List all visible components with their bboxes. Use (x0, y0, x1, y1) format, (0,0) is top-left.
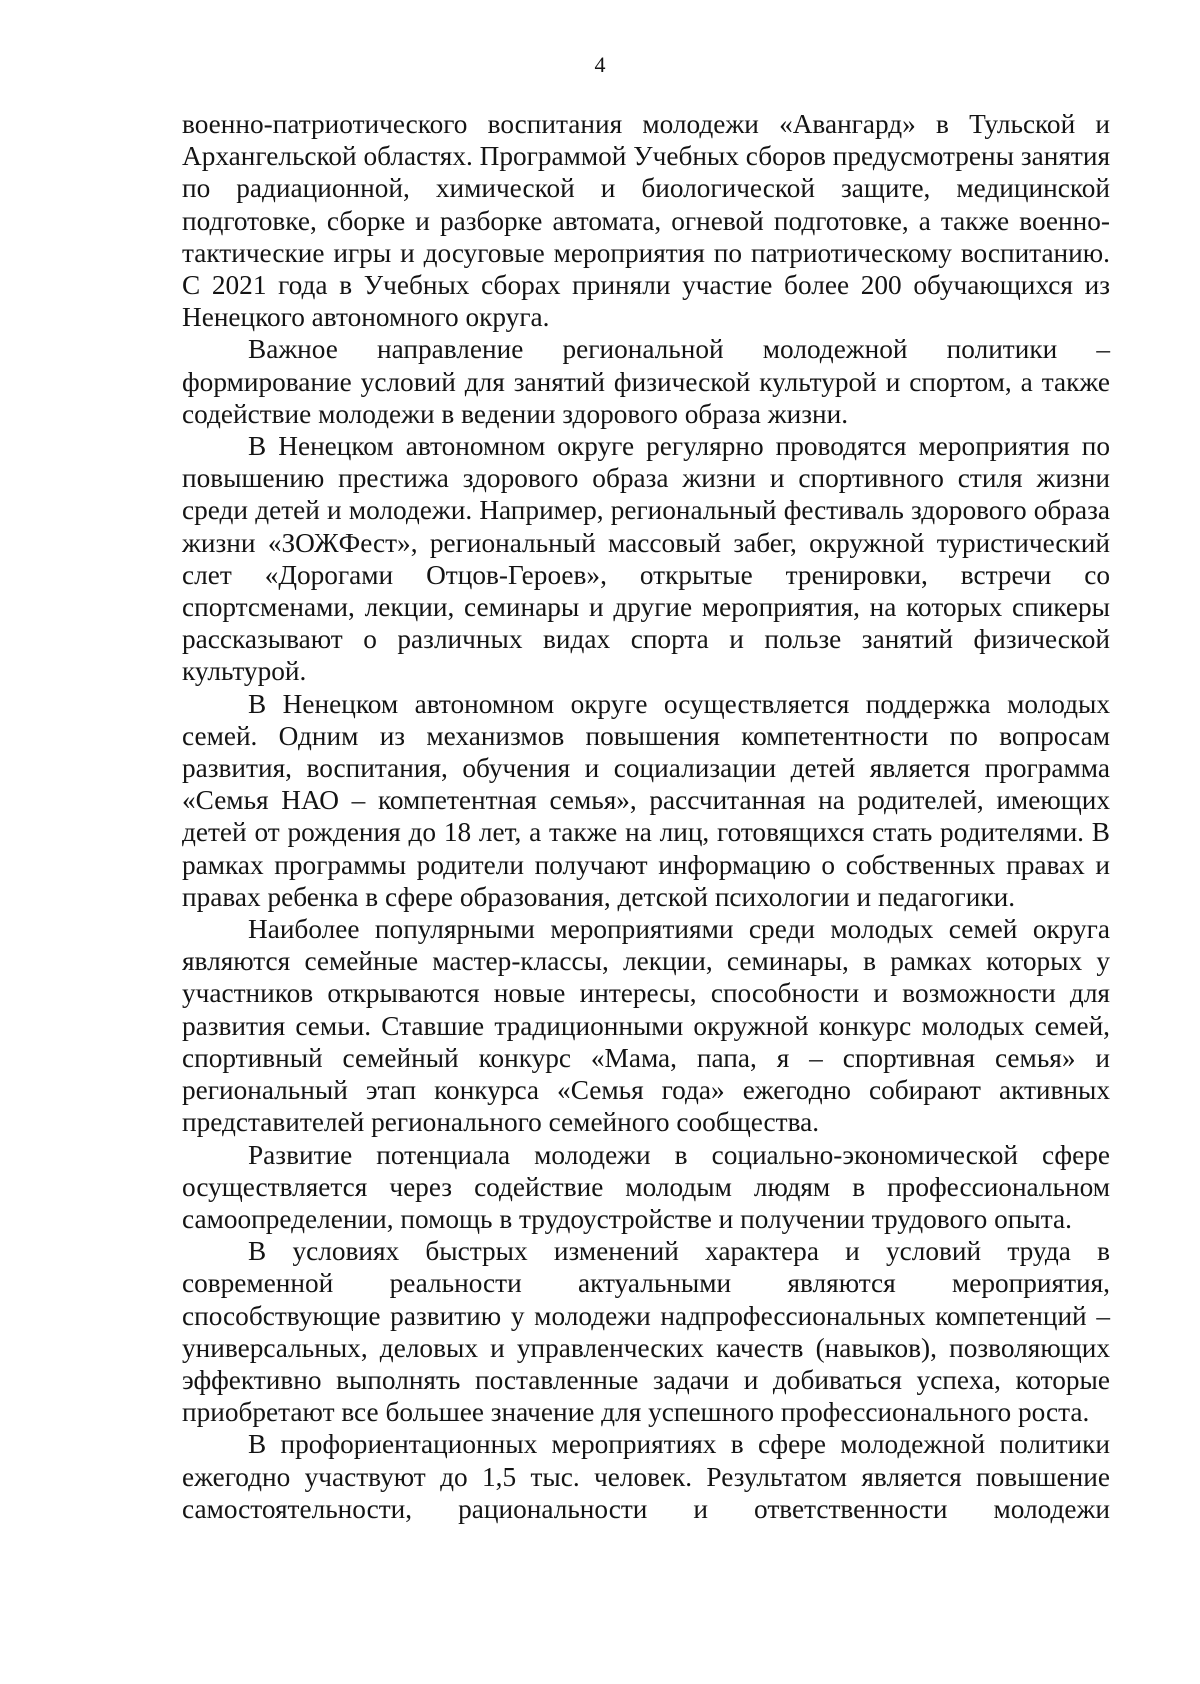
page-number: 4 (594, 52, 606, 77)
paragraph-sport-direction: Важное направление региональной молодежной политики – формирование условий для занятий физической культурой и спортом, а также содействие молодежи в ведении здорового образа жизни. (182, 334, 1110, 429)
paragraph-young-families-support: В Ненецком автономном округе осуществляется поддержка молодых семей. Одним из механизмов повышения компетентности по вопросам развития, воспитания, обучения и социализации детей является программа «Семья НАО – компетентная семья», рассчитанная на родителей, имеющих детей от рождения до 18 лет, а также на лиц, готовящихся стать родителями. В рамках программы родители получают информацию о собственных правах и правах ребенка в сфере образования, детской психологии и педагогики. (182, 688, 1110, 912)
paragraph-socio-economic-potential: Развитие потенциала молодежи в социально-экономической сфере осуществляется через содействие молодым людям в профессиональном самоопределении, помощь в трудоустройстве и получении трудового опыта. (182, 1139, 1110, 1234)
paragraph-continuation: военно-патриотического воспитания молодежи «Авангард» в Тульской и Архангельской областях. Программой Учебных сборов предусмотрены занятия по радиационной, химической и биологической защите, медицинской подготовке, сборке и разборке автомата, огневой подготовке, а также военно-тактические игры и досуговые мероприятия по патриотическому воспитанию. С 2021 года в Учебных сборах приняли участие более 200 обучающихся из Ненецкого автономного округа. (182, 109, 1110, 333)
paragraph-career-guidance: В профориентационных мероприятиях в сфере молодежной политики ежегодно участвуют до 1,5 тыс. человек. Результатом является повышение самостоятельности, рациональности и ответственности молодежи (182, 1429, 1110, 1524)
paragraph-healthy-lifestyle-events: В Ненецком автономном округе регулярно проводятся мероприятия по повышению престижа здорового образа жизни и спортивного стиля жизни среди детей и молодежи. Например, региональный фестиваль здорового образа жизни «ЗОЖФест», региональный массовый забег, окружной туристический слет «Дорогами Отцов-Героев», открытые тренировки, встречи со спортсменами, лекции, семинары и другие мероприятия, на которых спикеры рассказывают о различных видах спорта и пользе занятий физической культурой. (182, 431, 1110, 687)
paragraph-family-events: Наиболее популярными мероприятиями среди молодых семей округа являются семейные мастер-классы, лекции, семинары, в рамках которых у участников открываются новые интересы, способности и возможности для развития семьи. Ставшие традиционными окружной конкурс молодых семей, спортивный семейный конкурс «Мама, папа, я – спортивная семья» и региональный этап конкурса «Семья года» ежегодно собирают активных представителей регионального семейного сообщества. (182, 914, 1110, 1138)
paragraph-soft-skills: В условиях быстрых изменений характера и условий труда в современной реальности актуальными являются мероприятия, способствующие развитию у молодежи надпрофессиональных компетенций – универсальных, деловых и управленческих качеств (навыков), позволяющих эффективно выполнять поставленные задачи и добиваться успеха, которые приобретают все большее значение для успешного профессионального роста. (182, 1236, 1110, 1428)
document-body (182, 108, 1110, 1525)
